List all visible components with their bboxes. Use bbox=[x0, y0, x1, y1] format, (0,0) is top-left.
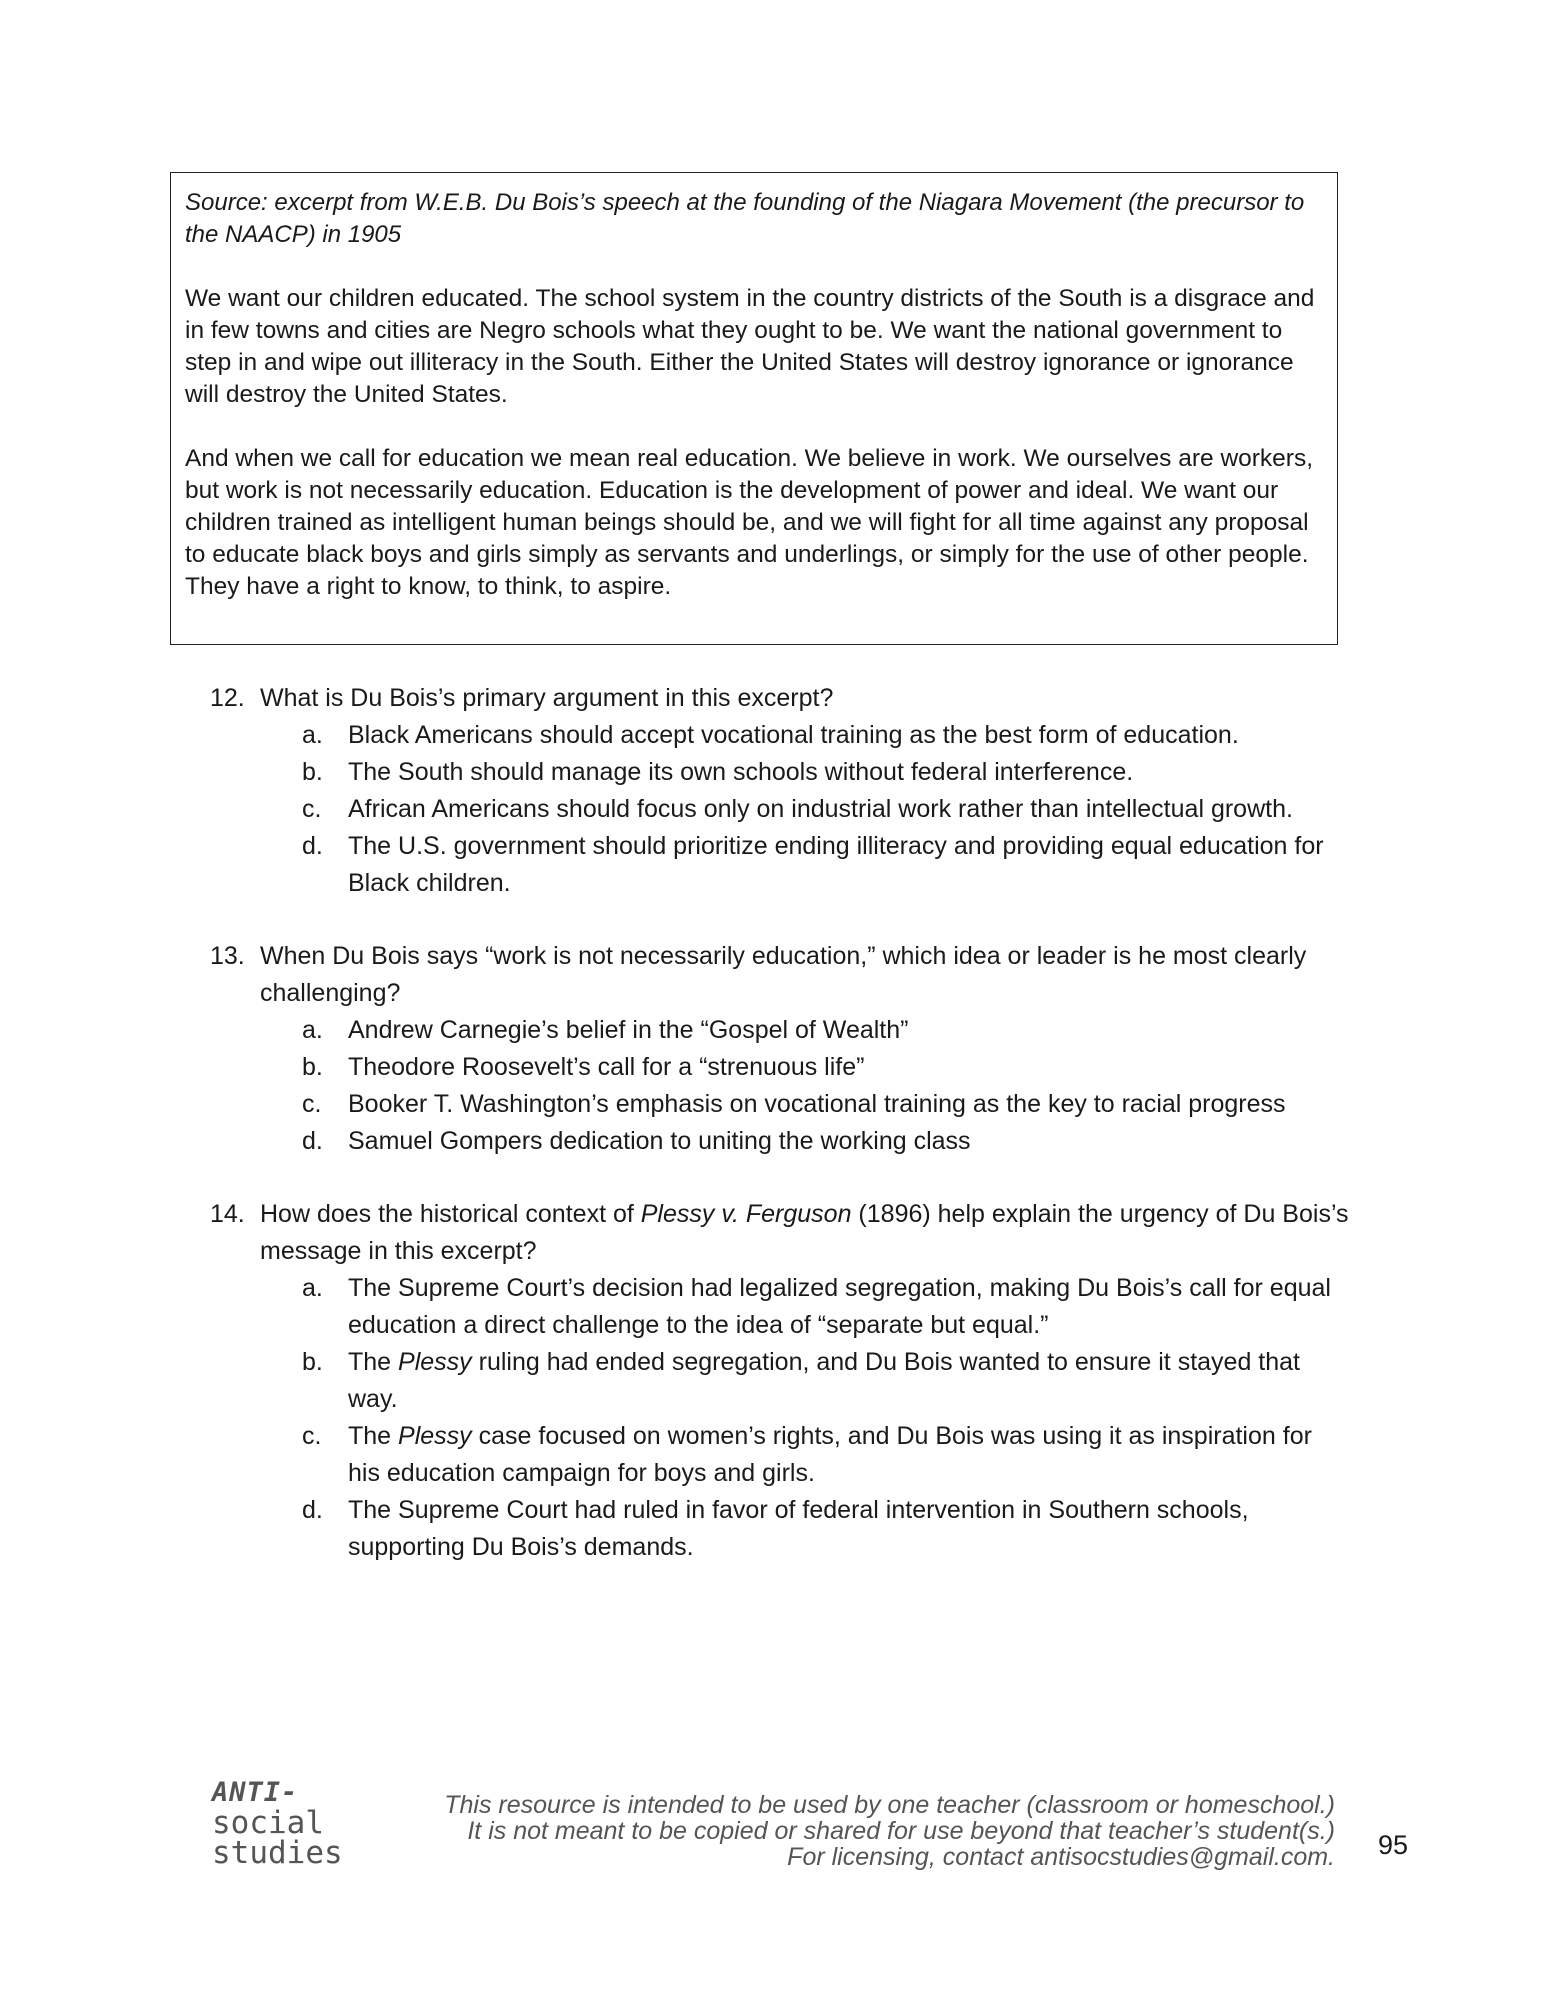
logo-line: studies bbox=[212, 1835, 343, 1871]
answer-option bbox=[302, 1049, 1350, 1086]
page-number: 95 bbox=[1378, 1830, 1409, 1860]
option-text: Samuel Gompers dedication to uniting the working class bbox=[348, 1127, 971, 1155]
source-citation: Source: excerpt from W.E.B. Du Bois’s speech at the founding of the Niagara Movement (the precursor to the NAACP) in 1905 bbox=[185, 189, 1305, 248]
option-letter: d. bbox=[302, 832, 323, 860]
option-letter: c. bbox=[302, 1422, 322, 1450]
question-13 bbox=[210, 938, 1350, 1160]
text-part: (1896) help explain the urgency of Du Bois’s message in this excerpt? bbox=[260, 1200, 1349, 1265]
option-text: Theodore Roosevelt’s call for a “strenuous life” bbox=[348, 1053, 865, 1081]
logo-line: social bbox=[212, 1805, 324, 1841]
excerpt-paragraph-1: We want our children educated. The school system in the country districts of the South is a disgrace and in few towns and cities are Negro schools what they ought to be. We want the national government to step in and wipe out illiteracy in the South. Either the United States will destroy ignorance or ignorance will destroy the United States. bbox=[185, 285, 1315, 408]
answer-option bbox=[302, 1086, 1350, 1123]
text-part: ruling had ended segregation, and Du Bois wanted to ensure it stayed that way. bbox=[348, 1348, 1301, 1413]
option-letter: b. bbox=[302, 1348, 323, 1376]
question-14 bbox=[210, 1196, 1350, 1566]
question-12 bbox=[210, 680, 1350, 902]
option-text: African Americans should focus only on industrial work rather than intellectual growth. bbox=[348, 795, 1293, 823]
answer-option bbox=[302, 1270, 1350, 1344]
option-letter: b. bbox=[302, 1053, 323, 1081]
option-text: The U.S. government should prioritize ending illiteracy and providing equal education for Black children. bbox=[348, 832, 1324, 897]
answer-option bbox=[302, 1344, 1350, 1418]
option-text: Booker T. Washington’s emphasis on vocational training as the key to racial progress bbox=[348, 1090, 1286, 1118]
option-letter: b. bbox=[302, 758, 323, 786]
answer-option bbox=[302, 754, 1350, 791]
option-text: The Supreme Court’s decision had legalized segregation, making Du Bois’s call for equal education a direct challenge to the idea of “separate but equal.” bbox=[348, 1274, 1331, 1339]
text-part: How does the historical context of bbox=[260, 1200, 641, 1228]
option-text bbox=[348, 1344, 1350, 1418]
case-title: Plessy bbox=[398, 1422, 472, 1450]
case-title: Plessy v. Ferguson bbox=[640, 1200, 852, 1228]
source-excerpt-box bbox=[170, 172, 1338, 645]
case-title: Plessy bbox=[398, 1348, 472, 1376]
answer-option bbox=[302, 1492, 1350, 1566]
answer-option bbox=[302, 791, 1350, 828]
option-letter: a. bbox=[302, 1016, 323, 1044]
excerpt-paragraph-2: And when we call for education we mean real education. We believe in work. We ourselves are workers, but work is not necessarily education. Education is the development of power and ideal. We want our children trained as intelligent human beings should be, and we will fight for all time against any proposal to educate black boys and girls simply as servants and underlings, or simply for the use of other people. They have a right to know, to think, to aspire. bbox=[185, 445, 1314, 600]
answer-option bbox=[302, 1418, 1350, 1492]
logo-line: ANTI- bbox=[212, 1777, 299, 1808]
question-text: What is Du Bois’s primary argument in this excerpt? bbox=[260, 684, 834, 712]
option-text: Andrew Carnegie’s belief in the “Gospel of Wealth” bbox=[348, 1016, 909, 1044]
answer-option bbox=[302, 1012, 1350, 1049]
answer-option bbox=[302, 1123, 1350, 1160]
question-number: 12. bbox=[210, 684, 245, 712]
option-letter: d. bbox=[302, 1127, 323, 1155]
question-number: 14. bbox=[210, 1200, 245, 1228]
answer-option bbox=[302, 717, 1350, 754]
option-letter: c. bbox=[302, 1090, 322, 1118]
question-number: 13. bbox=[210, 942, 245, 970]
text-part: case focused on women’s rights, and Du Bois was using it as inspiration for his education campaign for boys and girls. bbox=[348, 1422, 1312, 1487]
question-text: When Du Bois says “work is not necessarily education,” which idea or leader is he most clearly challenging? bbox=[260, 942, 1307, 1007]
option-letter: d. bbox=[302, 1496, 323, 1524]
license-notice: This resource is intended to be used by one teacher (classroom or homeschool.) It is not meant to be copied or shared for use beyond that teacher’s student(s.) For licensing, contact antisocstudies@gmail.com. bbox=[444, 1791, 1335, 1871]
option-text: Black Americans should accept vocational training as the best form of education. bbox=[348, 721, 1239, 749]
option-letter: c. bbox=[302, 795, 322, 823]
anti-social-studies-logo bbox=[212, 1777, 343, 1871]
answer-option bbox=[302, 828, 1350, 902]
text-part: The bbox=[348, 1422, 399, 1450]
option-text: The Supreme Court had ruled in favor of federal intervention in Southern schools, supporting Du Bois’s demands. bbox=[348, 1496, 1249, 1561]
option-letter: a. bbox=[302, 1274, 323, 1302]
option-letter: a. bbox=[302, 721, 323, 749]
text-part: The bbox=[348, 1348, 399, 1376]
question-text bbox=[260, 1196, 1350, 1270]
option-text: The South should manage its own schools without federal interference. bbox=[348, 758, 1134, 786]
option-text bbox=[348, 1418, 1350, 1492]
question-list bbox=[210, 680, 1350, 1602]
